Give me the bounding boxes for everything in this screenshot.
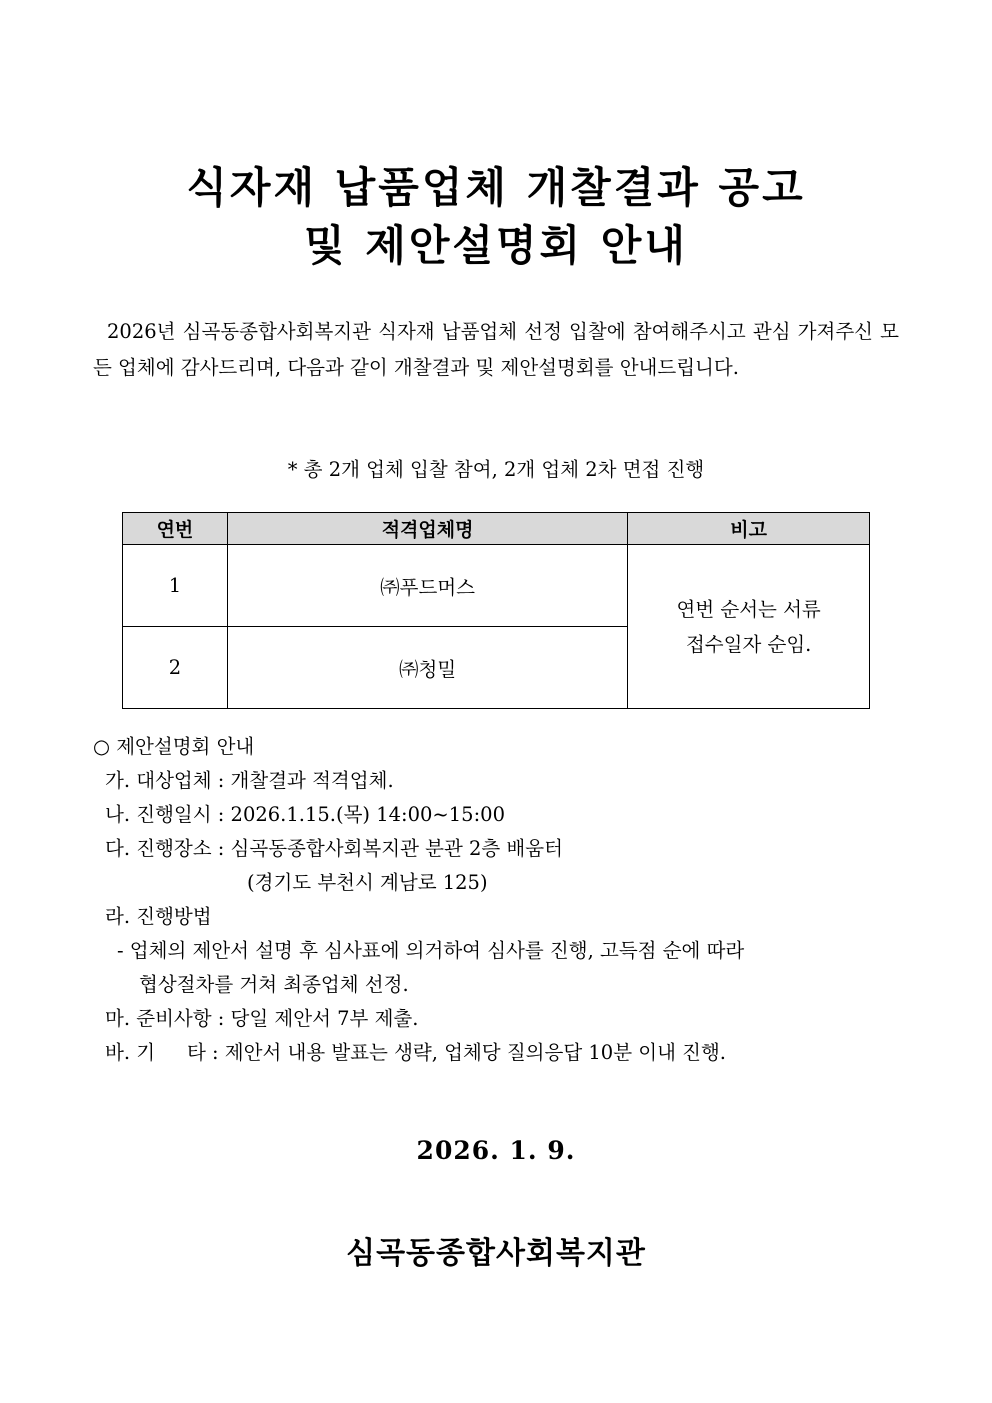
title-line-2: 및 제안설명회 안내 [304,221,688,270]
title-line-1: 식자재 납품업체 개찰결과 공고 [186,163,806,212]
participation-note: * 총 2개 업체 입찰 참여, 2개 업체 2차 면접 진행 [287,458,705,481]
briefing-section [93,730,913,1070]
header-remark: 비고 [628,513,870,545]
briefing-target: 가. 대상업체 : 개찰결과 적격업체. [105,769,394,792]
briefing-etc: 바. 기 타 : 제안서 내용 발표는 생략, 업체당 질의응답 10분 이내 진행. [105,1041,726,1064]
header-no: 연번 [123,513,228,545]
briefing-method-line-2: 협상절차를 거쳐 최종업체 선정. [139,973,409,996]
briefing-method-line-1: - 업체의 제안서 설명 후 심사표에 의거하여 심사를 진행, 고득점 순에 따라 [117,939,745,962]
intro-paragraph [93,314,899,386]
row-no: 1 [123,545,228,627]
briefing-heading: ○ 제안설명회 안내 [93,735,255,758]
row-vendor-name: ㈜청밀 [227,627,627,709]
remark-cell [628,545,870,709]
header-vendor-name: 적격업체명 [227,513,627,545]
table-row [123,545,870,627]
remark-line-1: 연번 순서는 서류 [676,597,821,621]
briefing-address: (경기도 부천시 계남로 125) [247,871,488,894]
organization-name: 심곡동종합사회복지관 [346,1236,646,1271]
row-no: 2 [123,627,228,709]
briefing-location: 다. 진행장소 : 심곡동종합사회복지관 분관 2층 배움터 [105,837,563,860]
briefing-datetime: 나. 진행일시 : 2026.1.15.(목) 14:00~15:00 [105,803,505,826]
row-vendor-name: ㈜푸드머스 [227,545,627,627]
intro-text: 2026년 심곡동종합사회복지관 식자재 납품업체 선정 입찰에 참여해주시고 관심 가져주신 모든 업체에 감사드리며, 다음과 같이 개찰결과 및 제안설명회를 안내드립니다. [93,320,899,379]
briefing-method-heading: 라. 진행방법 [105,905,212,928]
qualified-vendors-table [122,512,870,709]
announcement-date: 2026. 1. 9. [416,1136,576,1165]
table-header-row [123,513,870,545]
remark-line-2: 접수일자 순임. [685,632,812,656]
briefing-preparation: 마. 준비사항 : 당일 제안서 7부 제출. [105,1007,419,1030]
